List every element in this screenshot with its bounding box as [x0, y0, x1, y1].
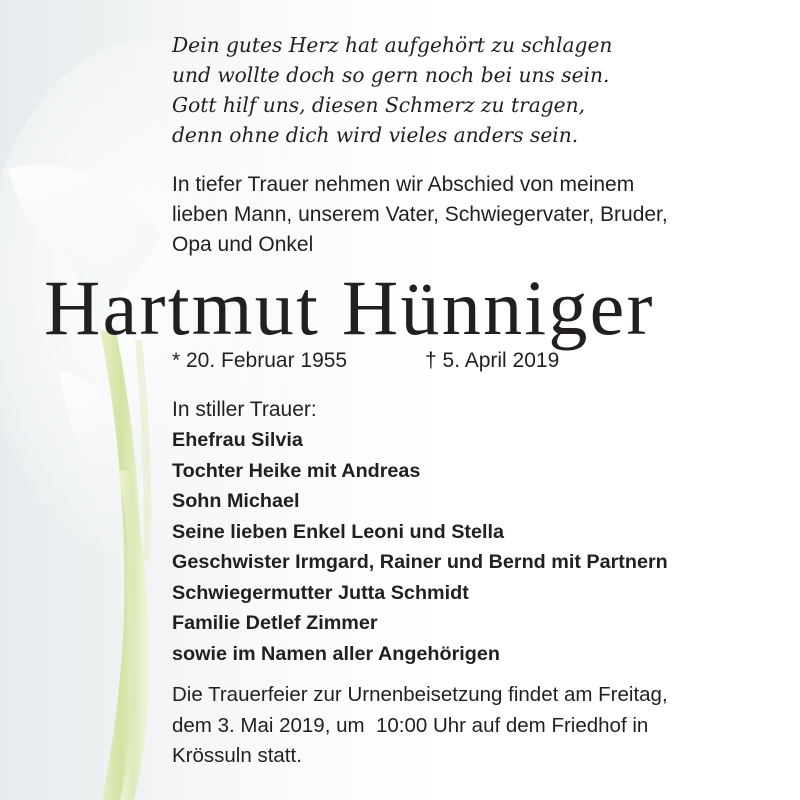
- farewell-intro: [172, 170, 772, 260]
- intro-line: In tiefer Trauer nehmen wir Abschied von meinem: [172, 173, 635, 196]
- ceremony-line: Krössuln statt.: [172, 744, 302, 767]
- intro-line: lieben Mann, unserem Vater, Schwiegervater, Bruder,: [172, 203, 668, 226]
- mourner-entry: Sohn Michael: [172, 490, 300, 512]
- ceremony-line: Die Trauerfeier zur Urnenbeisetzung findet am Freitag,: [172, 683, 668, 706]
- poem-line: und wollte doch so gern noch bei uns sein.: [172, 63, 610, 87]
- mourner-entry: Ehefrau Silvia: [172, 429, 303, 451]
- mourner-entry: Tochter Heike mit Andreas: [172, 459, 421, 482]
- poem-line: Dein gutes Herz hat aufgehört zu schlagen: [172, 33, 613, 57]
- memorial-poem: [172, 30, 772, 150]
- poem-line: denn ohne dich wird vieles anders sein.: [172, 123, 579, 147]
- mourner-entry: Seine lieben Enkel Leoni und Stella: [172, 520, 504, 543]
- death-date: † 5. April 2019: [425, 349, 560, 372]
- funeral-details: [172, 680, 772, 772]
- ceremony-line: dem 3. Mai 2019, um 10:00 Uhr auf dem Friedhof in: [172, 713, 649, 737]
- mourner-entry: Geschwister Irmgard, Rainer und Bernd mit Partnern: [172, 551, 668, 573]
- mourner-entry: sowie im Namen aller Angehörigen: [172, 642, 500, 665]
- birth-date: * 20. Februar 1955: [172, 349, 348, 372]
- mourner-entry: Familie Detlef Zimmer: [172, 612, 378, 634]
- life-dates: [172, 346, 772, 376]
- deceased-name: Hartmut Hünniger: [44, 264, 655, 351]
- mourner-entry: Schwiegermutter Jutta Schmidt: [172, 581, 469, 604]
- intro-line: Opa und Onkel: [172, 233, 314, 256]
- mourners-list: [172, 425, 792, 669]
- mourners-heading: In stiller Trauer:: [172, 398, 317, 421]
- poem-line: Gott hilf uns, diesen Schmerz zu tragen,: [172, 93, 586, 117]
